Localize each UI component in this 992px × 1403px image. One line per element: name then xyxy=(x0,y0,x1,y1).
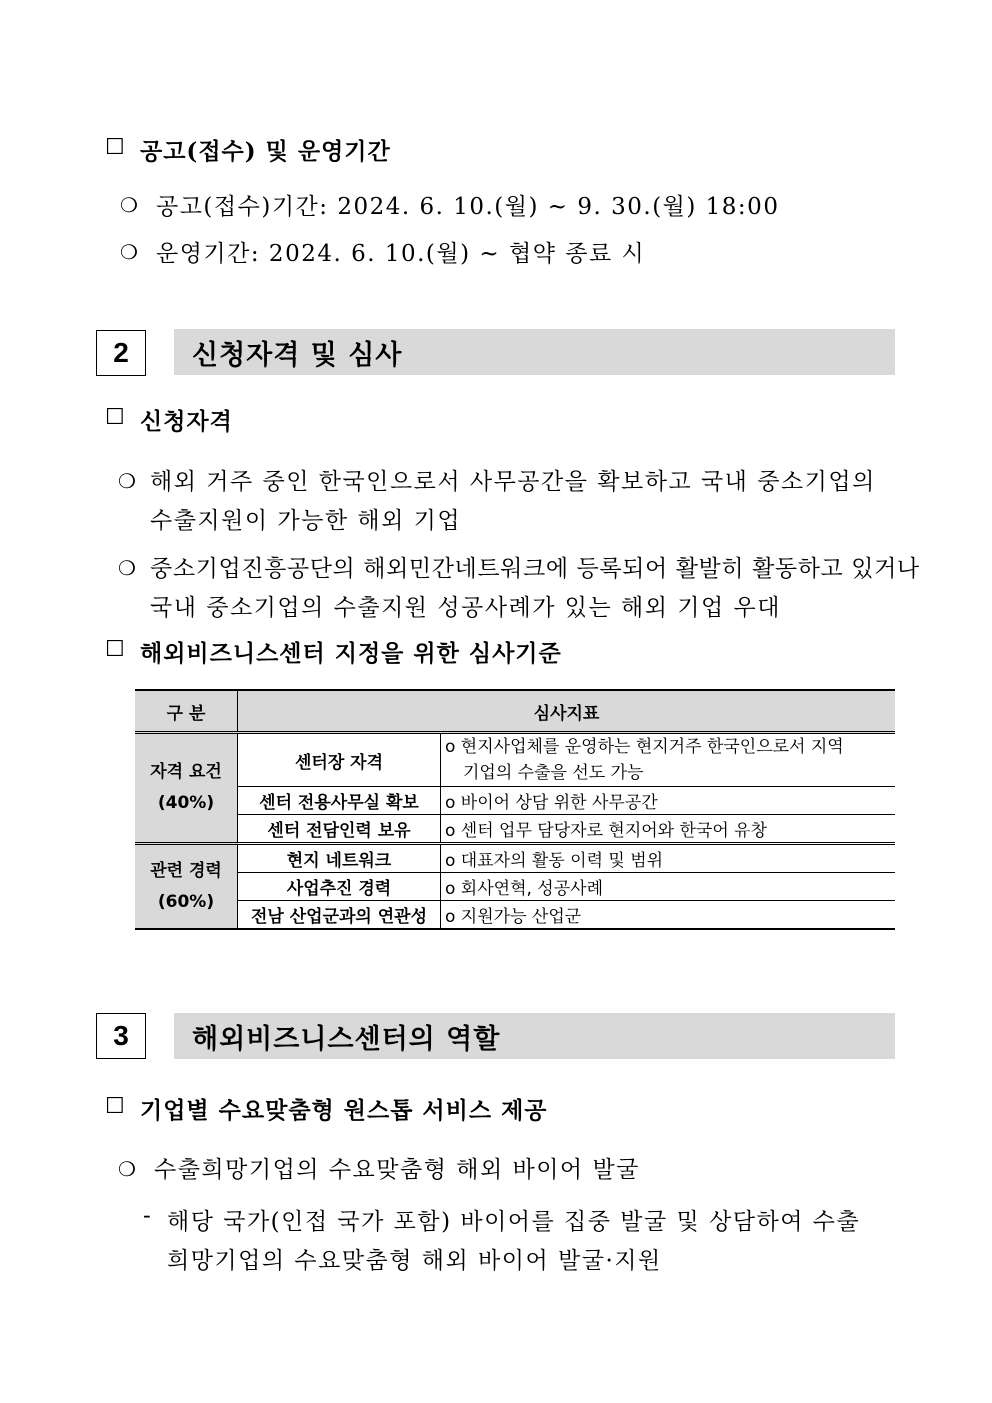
group-name: 자격 요건 xyxy=(150,762,222,782)
announcement-period-text: 공고(접수)기간: 2024. 6. 10.(월) ~ 9. 30.(월) 18:00 xyxy=(156,194,780,220)
table-row xyxy=(135,844,895,873)
criteria-description: ο 회사연혁, 성공사례 xyxy=(441,873,896,901)
checkbox-square-icon: ☐ xyxy=(105,135,125,160)
criteria-item: 센터 전용사무실 확보 xyxy=(238,787,441,815)
heading-announcement-period: 공고(접수) 및 운영기간 xyxy=(140,138,391,165)
eligibility-item-2-line1: 중소기업진흥공단의 해외민간네트워크에 등록되어 활발히 활동하고 있거나 xyxy=(150,556,920,582)
operation-period-text: 운영기간: 2024. 6. 10.(월) ~ 협약 종료 시 xyxy=(156,241,646,267)
table-header-row xyxy=(135,690,895,733)
group-weight: (40%) xyxy=(157,793,215,813)
criteria-item: 사업추진 경력 xyxy=(238,873,441,901)
table-header-category: 구 분 xyxy=(135,690,238,733)
description-line: 기업의 수출을 선도 가능 xyxy=(463,763,644,783)
table-header-indicator: 심사지표 xyxy=(238,690,896,733)
criteria-description: ο 센터 업무 담당자로 현지어와 한국어 유창 xyxy=(441,815,896,844)
circle-bullet-icon: ❍ xyxy=(118,469,136,493)
criteria-description: ο 바이어 상담 위한 사무공간 xyxy=(441,787,896,815)
group-name: 관련 경력 xyxy=(150,860,222,881)
group-weight: (60%) xyxy=(157,891,215,912)
heading-review-criteria: 해외비즈니스센터 지정을 위한 심사기준 xyxy=(140,640,562,667)
criteria-description: ο 대표자의 활동 이력 및 범위 xyxy=(441,844,896,873)
buyer-discovery-item: 수출희망기업의 수요맞춤형 해외 바이어 발굴 xyxy=(154,1157,640,1183)
criteria-description xyxy=(441,733,896,787)
heading-onestop-service: 기업별 수요맞춤형 원스톱 서비스 제공 xyxy=(140,1097,548,1124)
heading-eligibility: 신청자격 xyxy=(140,408,233,435)
criteria-item: 센터장 자격 xyxy=(238,733,441,787)
buyer-discovery-detail-line2: 희망기업의 수요맞춤형 해외 바이어 발굴·지원 xyxy=(167,1248,662,1274)
table-row xyxy=(135,873,895,901)
circle-bullet-icon: ❍ xyxy=(118,1157,136,1181)
section-number-2: 2 xyxy=(96,330,146,376)
checkbox-square-icon: ☐ xyxy=(105,637,125,662)
table-row xyxy=(135,815,895,844)
criteria-item: 현지 네트워크 xyxy=(238,844,441,873)
group-qualification-cell xyxy=(135,733,238,844)
criteria-item: 센터 전담인력 보유 xyxy=(238,815,441,844)
circle-bullet-icon: ❍ xyxy=(120,193,138,217)
eligibility-item-1-line1: 해외 거주 중인 한국인으로서 사무공간을 확보하고 국내 중소기업의 xyxy=(150,469,876,495)
section-number-3: 3 xyxy=(96,1013,146,1059)
table-row xyxy=(135,901,895,930)
review-criteria-table xyxy=(135,689,895,930)
section-title-eligibility: 신청자격 및 심사 xyxy=(174,329,895,375)
group-experience-cell xyxy=(135,844,238,930)
criteria-description: ο 지원가능 산업군 xyxy=(441,901,896,930)
description-line: ο 현지사업체를 운영하는 현지거주 한국인으로서 지역 xyxy=(445,737,844,757)
criteria-item: 전남 산업군과의 연관성 xyxy=(238,901,441,930)
checkbox-square-icon: ☐ xyxy=(105,1094,125,1119)
circle-bullet-icon: ❍ xyxy=(120,240,138,264)
checkbox-square-icon: ☐ xyxy=(105,405,125,430)
table-row xyxy=(135,733,895,787)
dash-bullet: - xyxy=(143,1203,153,1229)
circle-bullet-icon: ❍ xyxy=(118,556,136,580)
eligibility-item-2-line2: 국내 중소기업의 수출지원 성공사례가 있는 해외 기업 우대 xyxy=(150,595,781,621)
table-row xyxy=(135,787,895,815)
buyer-discovery-detail-line1: 해당 국가(인접 국가 포함) 바이어를 집중 발굴 및 상담하여 수출 xyxy=(167,1209,861,1235)
eligibility-item-1-line2: 수출지원이 가능한 해외 기업 xyxy=(150,508,462,534)
section-title-roles: 해외비즈니스센터의 역할 xyxy=(174,1013,895,1059)
